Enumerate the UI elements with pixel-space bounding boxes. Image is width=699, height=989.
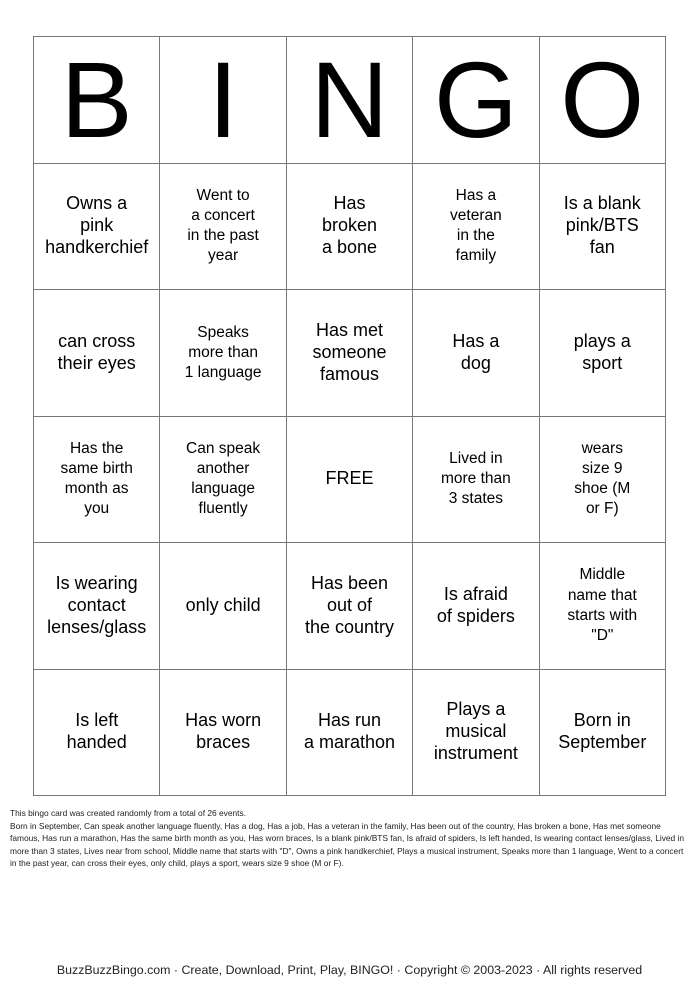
bingo-square-r2-c3 (287, 290, 413, 417)
square-text: Can speak another language fluently (186, 439, 261, 518)
bingo-square-r5-c1 (34, 670, 160, 797)
square-text: Middle name that starts with "D" (567, 566, 638, 644)
square-text: Born in September (558, 710, 647, 753)
square-text: Is afraid of spiders (436, 583, 515, 626)
bingo-square-r5-c5 (540, 670, 666, 797)
bingo-card (33, 36, 666, 796)
bingo-square-r5-c2 (160, 670, 286, 797)
event-count-text: This bingo card was created randomly from a total of 26 events. (10, 808, 247, 818)
header-cell-b (34, 37, 160, 164)
square-text: Lived in more than 3 states (440, 450, 511, 508)
copyright-footer: BuzzBuzzBingo.com · Create, Download, Print, Play, BINGO! · Copyright © 2003-2023 · All rights reserved (56, 963, 643, 977)
header-letter-i: I (208, 38, 239, 160)
square-text: Is wearing contact lenses/glass (47, 572, 147, 637)
bingo-square-r1-c2 (160, 164, 286, 291)
square-text: Has the same birth month as you (60, 439, 133, 518)
square-text: Went to a concert in the past year (187, 186, 259, 265)
bingo-square-r1-c5 (540, 164, 666, 291)
bingo-square-r3-c2 (160, 417, 286, 544)
header-cell-o (540, 37, 666, 164)
bingo-square-r4-c5 (540, 543, 666, 670)
bingo-square-r3-c4 (413, 417, 539, 544)
bingo-square-r4-c4 (413, 543, 539, 670)
square-text: can cross their eyes (57, 330, 136, 373)
square-text: Owns a pink handkerchief (45, 193, 149, 258)
square-text: only child (185, 594, 261, 615)
square-text: Speaks more than 1 language (184, 323, 262, 381)
bingo-square-r2-c4 (413, 290, 539, 417)
square-text: Has a veteran in the family (450, 186, 502, 265)
square-text: Has run a marathon (303, 710, 396, 753)
square-text: Plays a musical instrument (433, 699, 518, 764)
bingo-square-r3-c1 (34, 417, 160, 544)
square-text: Has met someone famous (312, 319, 387, 384)
square-text: Has broken a bone (321, 193, 378, 258)
event-list-info (10, 807, 688, 870)
square-text: Has been out of the country (304, 572, 395, 637)
bingo-square-r2-c1 (34, 290, 160, 417)
square-text: Has a dog (452, 330, 500, 373)
header-letter-n: N (310, 38, 389, 160)
bingo-square-r1-c4 (413, 164, 539, 291)
square-text: Is a blank pink/BTS fan (563, 193, 641, 258)
bingo-square-r1-c1 (34, 164, 160, 291)
bingo-square-r3-c5 (540, 417, 666, 544)
event-list-text: Born in September, Can speak another language fluently, Has a dog, Has a job, Has a veteran in the family, Has been out of the country, Has broken a bone, Has met someone famous, Has run a marathon, Has the same birth month as you, Has worn braces, Is a blank pink/BTS fan, Is afraid of spiders, Is left handed, Is wearing contact lenses/glass, Lived in more than 3 states, Lives near from school, Middle name that starts with "D", Owns a pink handkerchief, Plays a musical instrument, Speaks more than 1 language, Went to a concert in the past year, can cross their eyes, only child, plays a sport, wears size 9 shoe (M or F). (10, 820, 685, 869)
square-text: Has worn braces (185, 710, 262, 753)
bingo-square-r4-c2 (160, 543, 286, 670)
bingo-square-r5-c4 (413, 670, 539, 797)
header-letter-b: B (60, 38, 133, 160)
free-space (287, 417, 413, 544)
bingo-square-r4-c3 (287, 543, 413, 670)
bingo-square-r4-c1 (34, 543, 160, 670)
bingo-square-r2-c5 (540, 290, 666, 417)
bingo-square-r1-c3 (287, 164, 413, 291)
bingo-square-r2-c2 (160, 290, 286, 417)
header-cell-n (287, 37, 413, 164)
free-space-text: FREE (325, 468, 374, 489)
square-text: plays a sport (573, 330, 631, 373)
bingo-square-r5-c3 (287, 670, 413, 797)
header-letter-o: O (560, 38, 645, 160)
header-letter-g: G (433, 38, 518, 160)
header-cell-g (413, 37, 539, 164)
header-cell-i (160, 37, 286, 164)
square-text: wears size 9 shoe (M or F) (574, 439, 631, 518)
square-text: Is left handed (66, 710, 127, 753)
